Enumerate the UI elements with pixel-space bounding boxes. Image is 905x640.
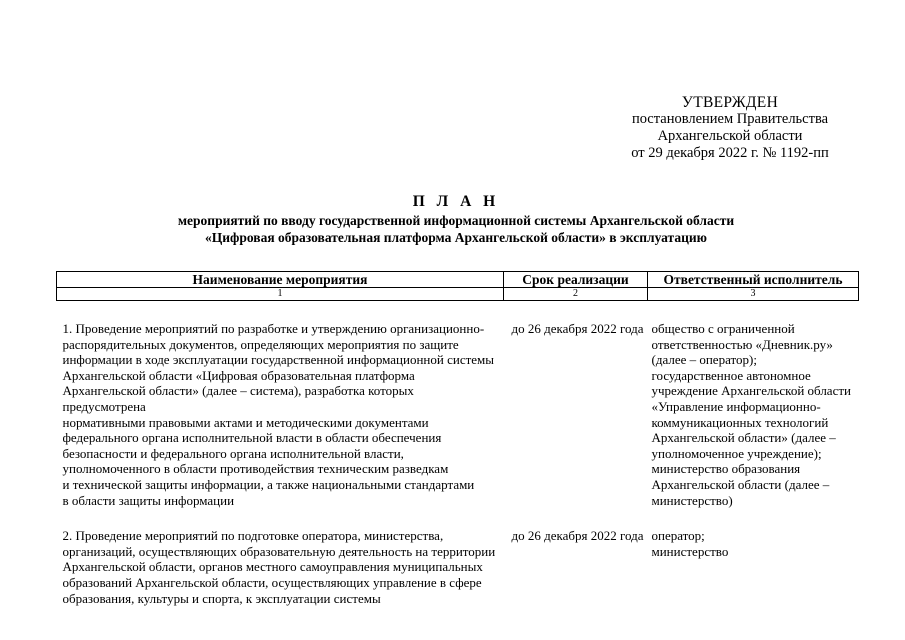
approval-line-2: Архангельской области (657, 128, 803, 144)
approval-line-1: постановлением Правительства (631, 111, 829, 127)
approval-line-3: от 29 декабря 2022 г. № 1192-пп (631, 145, 829, 161)
table-row (57, 528, 859, 626)
plan-subtitle-line-1: мероприятий по вводу государственной информационной системы Архангельской области (177, 213, 735, 228)
activity-description (57, 321, 504, 528)
plan-heading (56, 193, 856, 246)
activity-responsible (648, 321, 859, 528)
column-number-row (57, 288, 859, 301)
column-header-deadline: Срок реализации (504, 272, 648, 288)
activity-description (57, 528, 504, 626)
column-number-3: 3 (648, 288, 859, 301)
activity-deadline: до 26 декабря 2022 года (511, 528, 644, 544)
column-number-1: 1 (57, 288, 504, 301)
table-row (57, 321, 859, 528)
column-header-activity: Наименование мероприятия (57, 272, 504, 288)
plan-table (56, 271, 859, 626)
activity-responsible-text: оператор; министерство (651, 528, 729, 559)
column-header-responsible: Ответственный исполнитель (648, 272, 859, 288)
plan-subtitle-line-2: «Цифровая образовательная платформа Архангельской области» в эксплуатацию (205, 229, 707, 245)
activity-description-text: 2. Проведение мероприятий по подготовке оператора, министерства, организаций, осуществляющих образовательную деятельность на территории Архангельской области, органов местного самоуправления муниципальных образований Архангельской области, осуществляющих управление в сфере образования, культуры и спорта, к эксплуатации системы (62, 528, 496, 606)
activity-description-text: 1. Проведение мероприятий по разработке и утверждению организационно- распорядительных документов, определяющих мероприятия по защите информации в ходе эксплуатации государственной информационной системы Архангельской области «Цифровая образовательная платформа Архангельской области» (далее – система), разработка которых предусмотрена нормативными правовыми актами и методическими документами федерального органа исполнительной власти в области обеспечения безопасности и федерального органа исполнительной власти, уполномоченного в области противодействия техническим разведкам и технической защиты информации, а также национальными стандартами в области защиты информации (62, 321, 494, 508)
activity-deadline: до 26 декабря 2022 года (511, 321, 644, 336)
table-spacer (57, 301, 859, 322)
approval-heading: УТВЕРЖДЕН (681, 94, 779, 111)
column-number-2: 2 (504, 288, 648, 301)
activity-responsible (648, 528, 859, 626)
plan-title: П Л А Н (412, 193, 500, 210)
approval-block (600, 94, 860, 162)
activity-responsible-text: общество с ограниченной ответственностью «Дневник.ру» (далее – оператор); государственное автономное учреждение Архангельской области «Управление информационно- коммуникационных технологий Архангельской области» (далее – уполномоченное учреждение); министерство образования Архангельской области (далее – министерство) (651, 321, 851, 508)
table-header-row (57, 272, 859, 288)
